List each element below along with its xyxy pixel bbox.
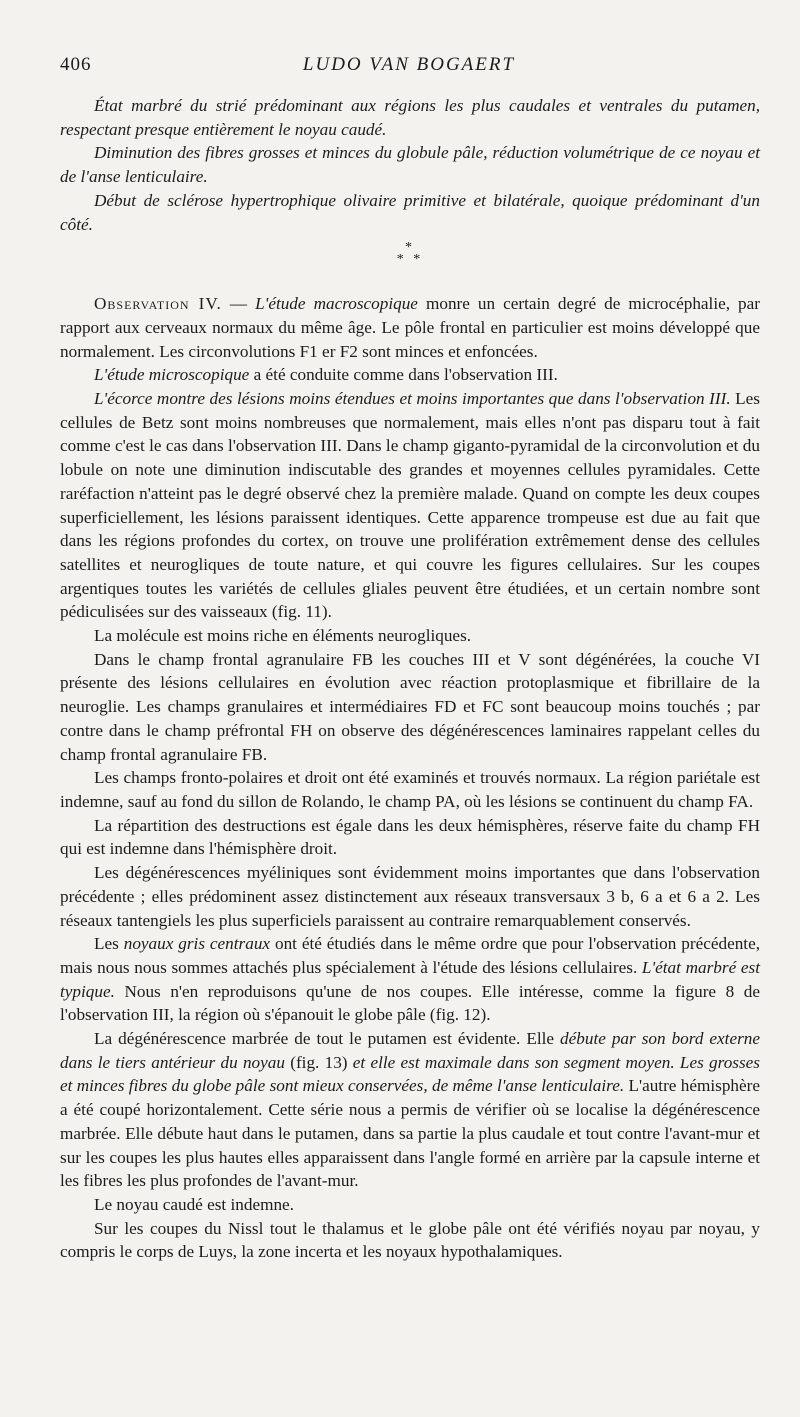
body-text (60, 94, 760, 1264)
page-header (60, 54, 758, 84)
italic-term: L'état marbré est typique. (60, 957, 760, 1001)
paragraph-text: ont été étudiés dans le même ordre que pour l'observation précédente, mais nous nous sommes attachés plus spécialement à l'étude des lésions cellulaires. (60, 934, 760, 977)
page-number: 406 (60, 54, 92, 75)
paragraph-text: a été conduite comme dans l'observation III. (249, 365, 558, 385)
paragraph (60, 292, 760, 363)
paragraph: Sur les coupes du Nissl tout le thalamus et le globe pâle ont été vérifiés noyau par noyau, y compris le corps de Luys, la zone incerta et les noyaux hypothalamiques. (60, 1218, 760, 1262)
paragraph-text: monre un certain degré de microcéphalie, par rapport aux cerveaux normaux du même âge. Le pôle frontal en particulier est moins développé que normalement. Les circonvolutions F1 er F2 sont minces et enfoncées. (60, 294, 760, 361)
observation-label: Observation IV. (94, 294, 222, 314)
paragraph: La répartition des destructions est égale dans les deux hémisphères, réserve faite du champ FH qui est indemne dans l'hémisphère droit. (60, 815, 760, 859)
paragraph: Le noyau caudé est indemne. (94, 1194, 294, 1214)
paragraph-text: Les (94, 934, 124, 954)
separator-bottom: * * (396, 252, 424, 268)
paragraph: Les champs fronto-polaires et droit ont été examinés et trouvés normaux. La région pariétale est indemne, sauf au fond du sillon de Rolando, le champ PA, où les lésions se continuent du champ FA. (60, 768, 760, 811)
intro-paragraph (60, 141, 760, 188)
dash: — (221, 294, 256, 314)
running-title: LUDO VAN BOGAERT (302, 54, 516, 75)
paragraph: Les dégénérescences myéliniques sont évidemment moins importantes que dans l'observation précédente ; elles prédominent assez distinctement aux réseaux transversaux 3 b, 6 a et 6 a 2. Les réseaux tantengiels les plus superficiels paraissent au contraire remarquablement conservés. (60, 863, 760, 930)
section-separator (60, 242, 760, 266)
paragraph-text: (fig. 13) (284, 1052, 353, 1072)
intro-paragraph (60, 94, 760, 141)
intro-text: État marbré du strié prédominant aux régions les plus caudales et ventrales du putamen, respectant presque entièrement le noyau caudé. (60, 96, 760, 139)
separator-top: * (405, 240, 415, 256)
paragraph-text: L'autre hémisphère a été coupé horizontalement. Cette série nous a permis de vérifier où se localise la dégénérescence marbrée. Elle débute haut dans le putamen, dans sa partie la plus caudale et tout contre l'avant-mur et sur les coupes les plus hautes elles apparaissent dans l'angle formé en arrière par la capsule interne et les fibres les plus profondes de l'avant-mur. (60, 1076, 760, 1191)
paragraph-text: La dégénérescence marbrée de tout le putamen est évidente. Elle (94, 1029, 561, 1049)
paragraph (60, 932, 760, 1027)
italic-term: et elle est maximale dans son segment moyen. Les grosses et minces fibres du globe pâle sont mieux conservées, de même l'anse lenticulaire. (60, 1052, 760, 1096)
intro-text: Début de sclérose hypertrophique olivaire primitive et bilatérale, quoique prédominant d'un côté. (60, 190, 760, 234)
paragraph-text: Nous n'en reproduisons qu'une de nos coupes. Elle intéresse, comme la figure 8 de l'observation III, la région où s'épanouit le globe pâle (fig. 12). (60, 981, 760, 1025)
italic-term: L'étude macroscopique (255, 294, 418, 314)
italic-term: L'écorce montre des lésions moins étendues et moins importantes que dans l'observation III. (94, 389, 731, 409)
paragraph: Dans le champ frontal agranulaire FB les couches III et V sont dégénérées, la couche VI présente des lésions cellulaires en évolution avec réaction protoplasmique et fibrillaire de la neuroglie. Les champs granulaires et intermédiaires FD et FC sont beaucoup moins touchés ; par contre dans le champ préfrontal FH on observe des dégénérescences laminaires rappelant celles du champ frontal agranulaire FB. (60, 649, 760, 764)
italic-term: L'étude microscopique (94, 365, 250, 385)
intro-paragraph (60, 189, 760, 236)
italic-term: débute par son bord externe dans le tiers antérieur du noyau (60, 1029, 760, 1072)
paragraph-text: Les cellules de Betz sont moins nombreuses que normalement, mais elles n'ont pas disparu tout à fait comme c'est le cas dans l'observation III. Dans le champ giganto-pyramidal de la circonvolution et du lobule on note une diminution indiscutable des grandes et moyennes cellules pyramidales. Cette raréfaction n'atteint pas le degré observé chez la première malade. Quand on compte les deux coupes superficiellement, les lésions paraissent identiques. Cette apparence trompeuse est due au fait que dans les régions profondes du cortex, on trouve une prolifération extrêmement dense des cellules satellites et neurogliques de toute nature, et qui couvre les figures cellulaires. Sur les coupes argentiques toutes les variétés de cellules gliales peuvent être étudiées, et un certain nombre sont pédiculisées sur des vaisseaux (fig. 11). (60, 389, 760, 622)
paragraph (60, 363, 760, 387)
intro-text: Diminution des fibres grosses et minces du globule pâle, réduction volumétrique de ce noyau et de l'anse lenticulaire. (60, 143, 760, 187)
paragraph: La molécule est moins riche en éléments neurogliques. (94, 626, 472, 646)
italic-term: noyaux gris centraux (123, 934, 271, 954)
paragraph (60, 387, 760, 624)
paragraph (60, 1027, 760, 1193)
